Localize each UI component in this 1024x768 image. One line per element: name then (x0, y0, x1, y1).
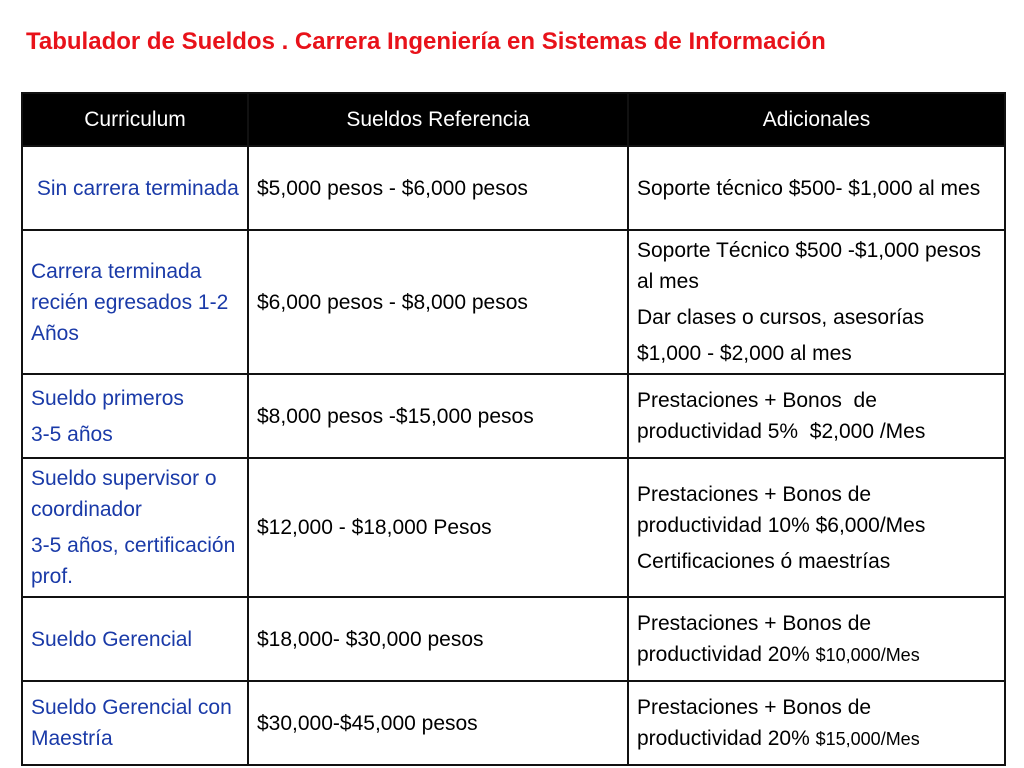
adicionales-cell (628, 597, 1005, 681)
adicionales-text: Certificaciones ó maestrías (637, 549, 891, 573)
table-row (22, 374, 1005, 458)
adicionales-amount: $10,000/Mes (815, 644, 920, 665)
sueldo-cell: $30,000-$45,000 pesos (248, 681, 628, 765)
curriculum-text: Sueldo Gerencial con Maestría (31, 696, 232, 750)
curriculum-cell (22, 681, 248, 765)
adicionales-cell (628, 681, 1005, 765)
adicionales-text: Prestaciones + Bonos de productividad 20% (637, 611, 872, 666)
table-row (22, 146, 1005, 230)
sueldo-cell: $8,000 pesos -$15,000 pesos (248, 374, 628, 458)
curriculum-cell (22, 230, 248, 374)
curriculum-text: Carrera terminada recién egresados 1-2 Años (31, 259, 229, 345)
adicionales-text: Dar clases o cursos, asesorías (637, 306, 925, 329)
table-header-row (22, 93, 1005, 146)
curriculum-cell (22, 597, 248, 681)
adicionales-text: Soporte técnico $500- $1,000 al mes (637, 176, 981, 200)
adicionales-cell (628, 458, 1005, 597)
adicionales-text: $1,000 - $2,000 al mes (637, 342, 852, 365)
curriculum-cell (22, 374, 248, 458)
curriculum-text: Sueldo primeros (31, 386, 184, 410)
adicionales-cell (628, 374, 1005, 458)
curriculum-text: Sueldo Gerencial (31, 627, 193, 651)
curriculum-text: Sueldo supervisor o coordinador (31, 467, 217, 521)
header-adicionales: Adicionales (628, 93, 1005, 146)
table-row (22, 597, 1005, 681)
adicionales-text: Soporte Técnico $500 -$1,000 pesos al mes (637, 239, 982, 293)
adicionales-cell (628, 146, 1005, 230)
table-row (22, 458, 1005, 597)
table-row (22, 681, 1005, 765)
curriculum-cell (22, 146, 248, 230)
adicionales-cell (628, 230, 1005, 374)
salary-table (21, 92, 1006, 766)
adicionales-text: Prestaciones + Bonos de productividad 5% $2,000 /Mes (637, 389, 926, 443)
adicionales-amount: $15,000/Mes (815, 728, 920, 749)
sueldo-cell: $18,000- $30,000 pesos (248, 597, 628, 681)
sueldo-cell: $5,000 pesos - $6,000 pesos (248, 146, 628, 230)
header-sueldos-referencia: Sueldos Referencia (248, 93, 628, 146)
curriculum-text: 3-5 años, certificación prof. (31, 534, 236, 588)
adicionales-text: Prestaciones + Bonos de productividad 10% $6,000/Mes (637, 482, 926, 537)
curriculum-text: 3-5 años (31, 422, 113, 446)
sueldo-cell: $6,000 pesos - $8,000 pesos (248, 230, 628, 374)
curriculum-cell (22, 458, 248, 597)
curriculum-text: Sin carrera terminada (31, 176, 239, 200)
adicionales-text: Prestaciones + Bonos de productividad 20% (637, 695, 872, 750)
table-row (22, 230, 1005, 374)
header-curriculum: Curriculum (22, 93, 248, 146)
sueldo-cell: $12,000 - $18,000 Pesos (248, 458, 628, 597)
page-title: Tabulador de Sueldos . Carrera Ingeniería en Sistemas de Información (26, 28, 826, 55)
